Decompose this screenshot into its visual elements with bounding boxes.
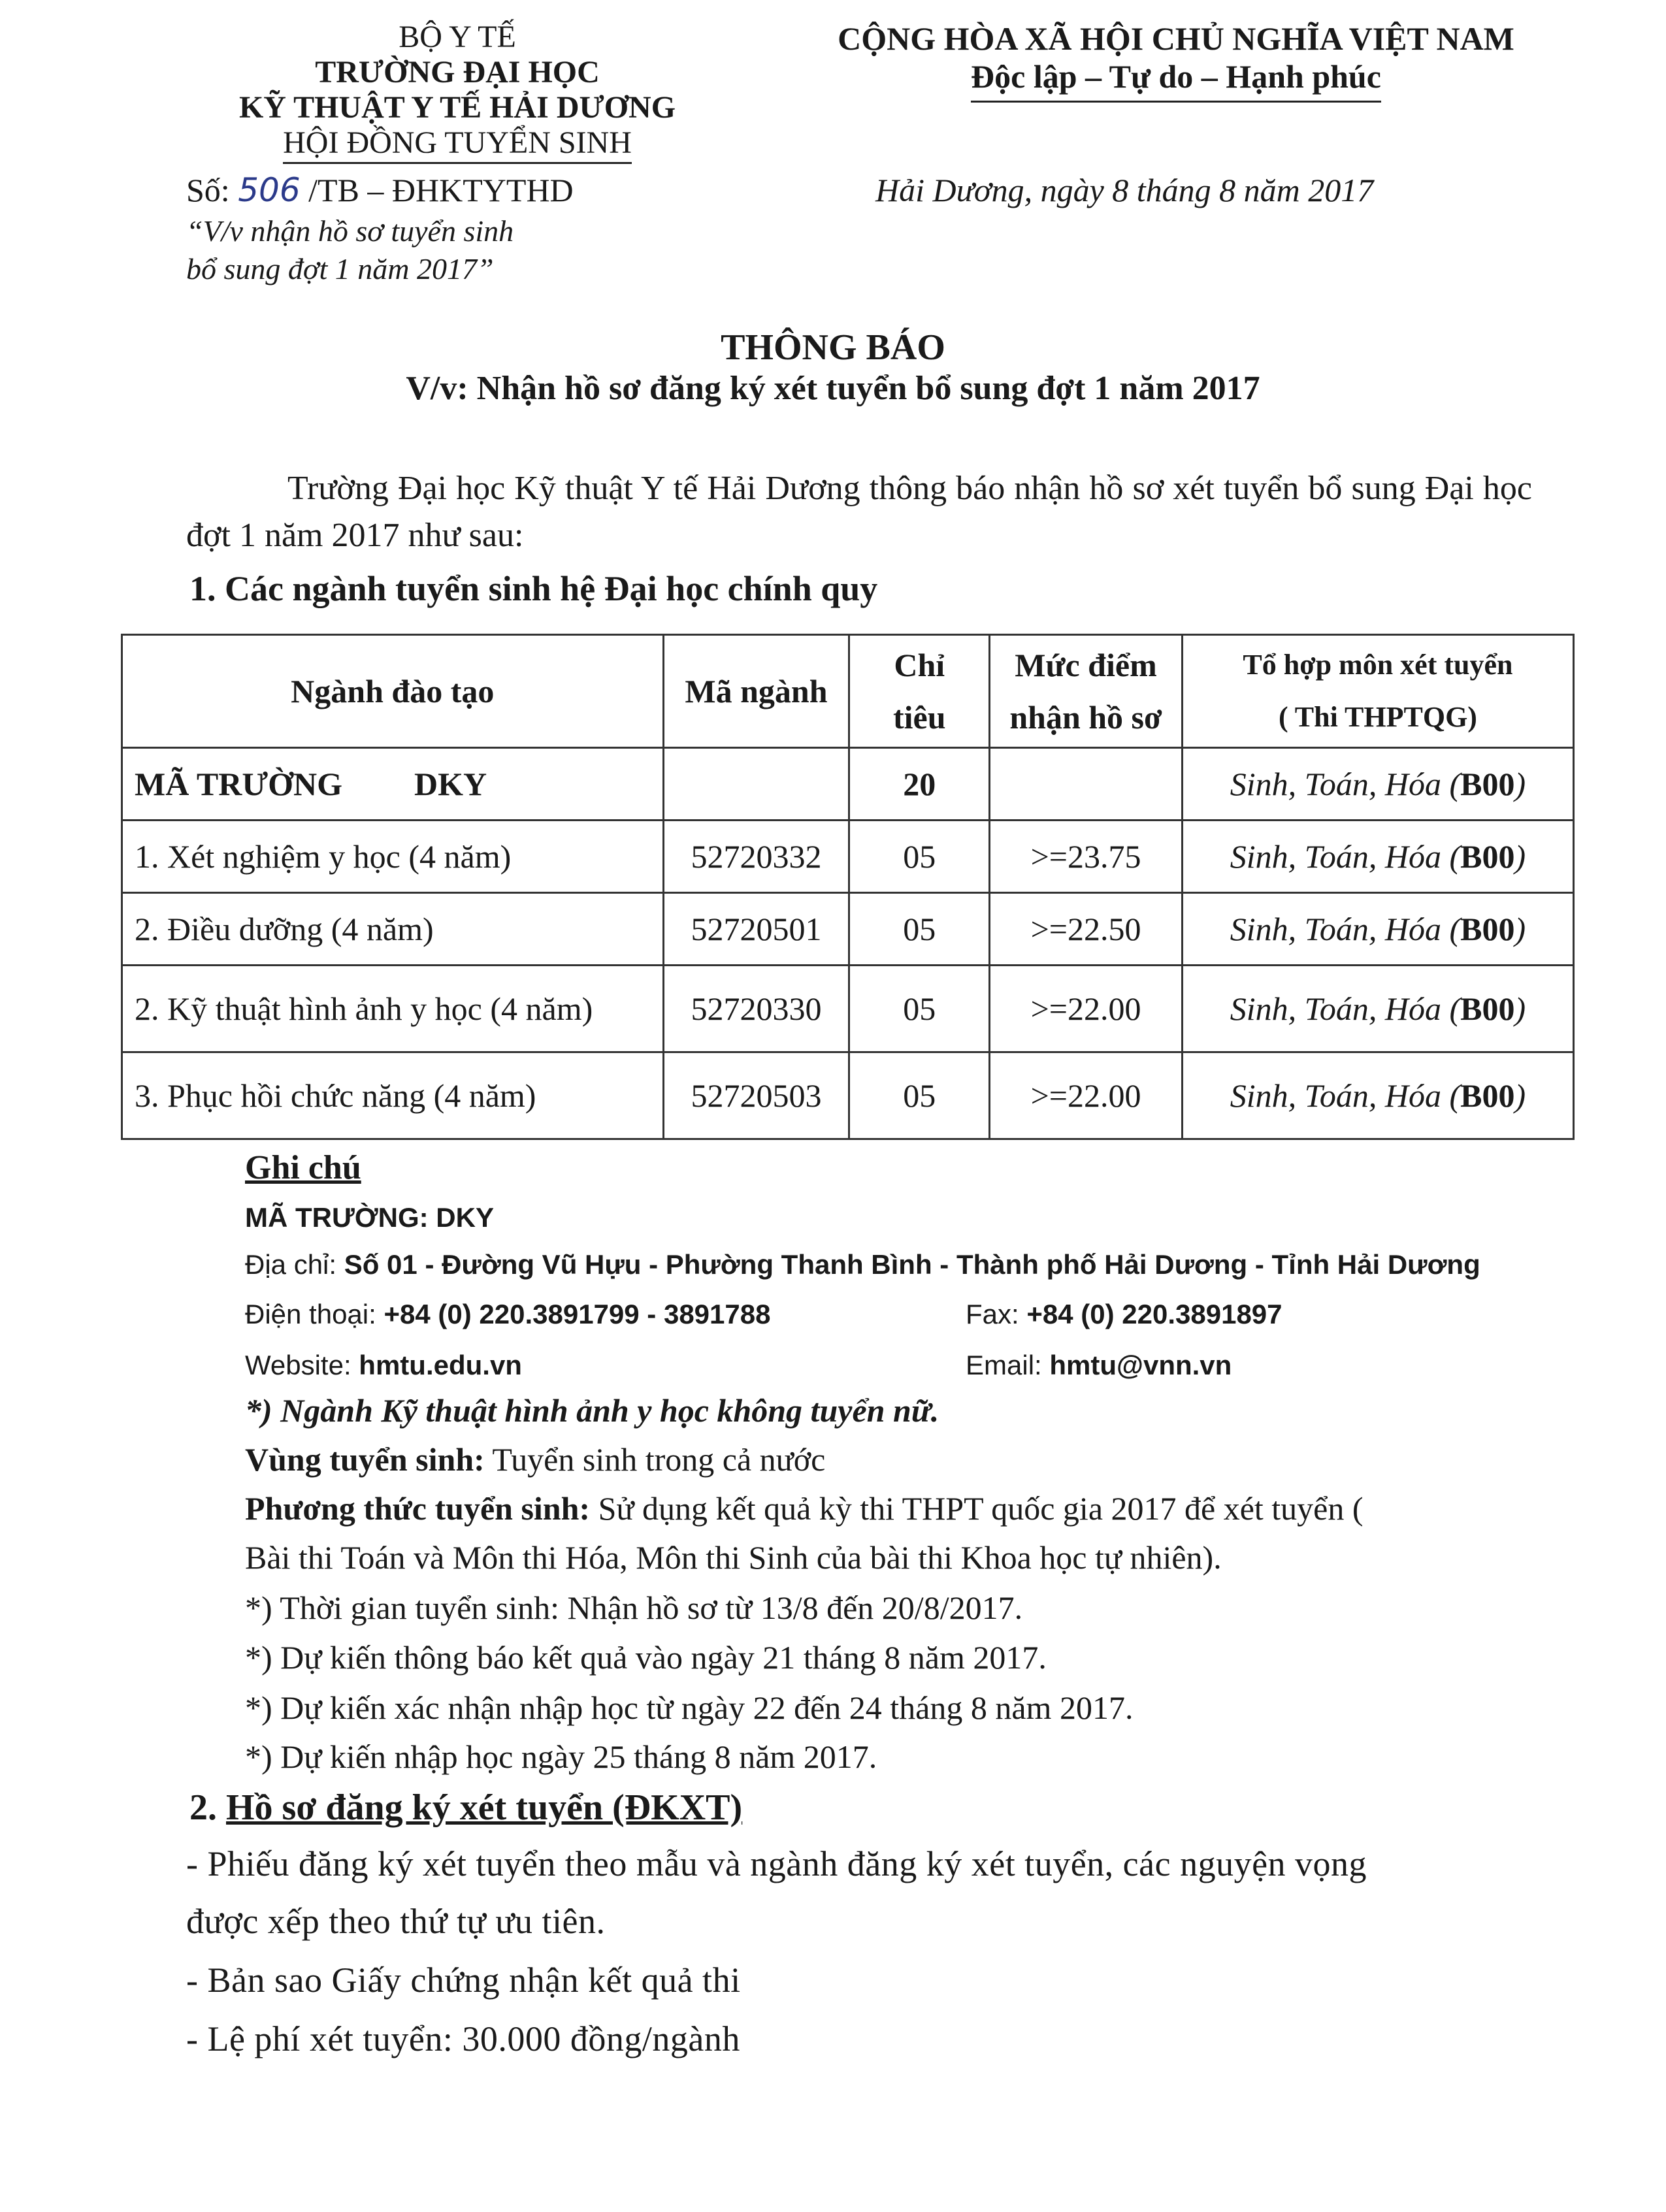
notes-fax [966, 1299, 1282, 1330]
ministry-name: BỘ Y TẾ [399, 20, 516, 54]
doc-number-handwritten: 506 [238, 171, 301, 209]
table-row [122, 966, 1574, 1052]
program-combo: Sinh, Toán, Hóa (B00) [1182, 966, 1573, 1052]
website-label: Website: [245, 1350, 359, 1380]
program-name: 1. Xét nghiệm y học (4 năm) [122, 821, 664, 893]
region-value: Tuyển sinh trong cả nước [484, 1441, 826, 1478]
doc-number-prefix: Số: [186, 172, 238, 208]
address-value: Số 01 - Đường Vũ Hựu - Phường Thanh Bình - Thành phố Hải Dương - Tỉnh Hải Dương [344, 1249, 1480, 1280]
timeline-item: *) Dự kiến xác nhận nhập học từ ngày 22 đến 24 tháng 8 năm 2017. [245, 1689, 1134, 1726]
document-item-cont: được xếp theo thứ tự ưu tiên. [186, 1902, 606, 1941]
notes-phone [245, 1299, 770, 1330]
fax-label: Fax: [966, 1299, 1027, 1329]
header-combo: Tổ hợp môn xét tuyển ( Thi THPTQG) [1182, 635, 1573, 748]
remark-no-female: *) Ngành Kỹ thuật hình ảnh y học không tuyển nữ. [245, 1392, 939, 1429]
program-combo: Sinh, Toán, Hóa (B00) [1182, 893, 1573, 966]
school-code-cell: MÃ TRƯỜNG DKY [122, 748, 664, 821]
school-code-empty [663, 748, 849, 821]
programs-table [121, 634, 1575, 1140]
notice-title: THÔNG BÁO [721, 327, 945, 368]
school-combo: Sinh, Toán, Hóa (B00) [1182, 748, 1573, 821]
table-row-school [122, 748, 1574, 821]
document-item: - Phiếu đăng ký xét tuyển theo mẫu và ngành đăng ký xét tuyển, các nguyện vọng [186, 1844, 1367, 1883]
notice-subtitle: V/v: Nhận hồ sơ đăng ký xét tuyển bổ sung đợt 1 năm 2017 [406, 370, 1260, 407]
timeline-item: *) Thời gian tuyển sinh: Nhận hồ sơ từ 13/8 đến 20/8/2017. [245, 1589, 1023, 1626]
program-combo: Sinh, Toán, Hóa (B00) [1182, 821, 1573, 893]
method-label: Phương thức tuyển sinh: [245, 1490, 591, 1527]
doc-number-suffix: /TB – ĐHKTYTHD [300, 172, 574, 208]
admission-method [245, 1489, 1364, 1527]
notes-website [245, 1350, 522, 1381]
program-quota: 05 [849, 1052, 990, 1139]
table-row [122, 821, 1574, 893]
method-value-line2: Bài thi Toán và Môn thi Hóa, Môn thi Sinh của bài thi Khoa học tự nhiên). [245, 1539, 1222, 1576]
section2-heading [189, 1787, 742, 1829]
address-label: Địa chỉ: [245, 1249, 344, 1280]
table-header-row [122, 635, 1574, 748]
header-left [163, 20, 751, 164]
header-code: Mã ngành [663, 635, 849, 748]
university-name-line2: KỸ THUẬT Y TẾ HẢI DƯƠNG [238, 90, 676, 125]
header-program: Ngành đào tạo [122, 635, 664, 748]
program-name: 2. Kỹ thuật hình ảnh y học (4 năm) [122, 966, 664, 1052]
admission-council-label: HỘI ĐỒNG TUYỂN SINH [283, 125, 632, 164]
subject-line2: bổ sung đợt 1 năm 2017” [186, 252, 494, 285]
issue-date: Hải Dương, ngày 8 tháng 8 năm 2017 [875, 172, 1374, 208]
program-quota: 05 [849, 893, 990, 966]
phone-label: Điện thoại: [245, 1299, 384, 1329]
nation-title: CỘNG HÒA XÃ HỘI CHỦ NGHĨA VIỆT NAM [838, 20, 1514, 57]
website-value: hmtu.edu.vn [359, 1350, 522, 1380]
document-subject [186, 212, 514, 288]
program-combo: Sinh, Toán, Hóa (B00) [1182, 1052, 1573, 1139]
method-value-line1: Sử dụng kết quả kỳ thi THPT quốc gia 2017 để xét tuyển ( [590, 1490, 1364, 1527]
phone-value: +84 (0) 220.3891799 - 3891788 [384, 1299, 771, 1329]
email-value: hmtu@vnn.vn [1049, 1350, 1232, 1380]
timeline-item: *) Dự kiến thông báo kết quả vào ngày 21 tháng 8 năm 2017. [245, 1639, 1047, 1676]
admission-council [163, 125, 751, 164]
program-score: >=22.00 [990, 966, 1183, 1052]
school-score-empty [990, 748, 1183, 821]
motto-wrap [751, 57, 1601, 103]
program-name: 3. Phục hồi chức năng (4 năm) [122, 1052, 664, 1139]
school-quota: 20 [849, 748, 990, 821]
section2-title: Hồ sơ đăng ký xét tuyển (ĐKXT) [226, 1787, 743, 1828]
notes-school-code: MÃ TRƯỜNG: DKY [245, 1202, 494, 1233]
section1-heading: 1. Các ngành tuyển sinh hệ Đại học chính quy [189, 569, 878, 608]
national-motto: Độc lập – Tự do – Hạnh phúc [971, 57, 1381, 103]
program-score: >=22.50 [990, 893, 1183, 966]
document-item: - Bản sao Giấy chứng nhận kết quả thi [186, 1960, 741, 2000]
program-score: >=23.75 [990, 821, 1183, 893]
program-code: 52720332 [663, 821, 849, 893]
email-label: Email: [966, 1350, 1050, 1380]
document-item: - Lệ phí xét tuyển: 30.000 đồng/ngành [186, 2019, 740, 2058]
program-quota: 05 [849, 966, 990, 1052]
program-code: 52720501 [663, 893, 849, 966]
program-code: 52720503 [663, 1052, 849, 1139]
program-quota: 05 [849, 821, 990, 893]
section2-number: 2. [189, 1787, 226, 1828]
notes-address [245, 1249, 1480, 1280]
fax-value: +84 (0) 220.3891897 [1026, 1299, 1282, 1329]
program-score: >=22.00 [990, 1052, 1183, 1139]
table-row [122, 893, 1574, 966]
document-number [186, 171, 574, 209]
header-quota: Chỉ tiêu [849, 635, 990, 748]
timeline-item: *) Dự kiến nhập học ngày 25 tháng 8 năm 2017. [245, 1738, 877, 1775]
header-score: Mức điểm nhận hồ sơ [990, 635, 1183, 748]
program-name: 2. Điều dưỡng (4 năm) [122, 893, 664, 966]
subject-line1: “V/v nhận hồ sơ tuyển sinh [186, 214, 514, 248]
table-row [122, 1052, 1574, 1139]
notes-heading: Ghi chú [245, 1149, 361, 1186]
admission-region [245, 1440, 825, 1478]
university-name-line1: TRƯỜNG ĐẠI HỌC [315, 55, 600, 89]
program-code: 52720330 [663, 966, 849, 1052]
intro-paragraph: Trường Đại học Kỹ thuật Y tế Hải Dương thông báo nhận hồ sơ xét tuyển bổ sung Đại học đợt 1 năm 2017 như sau: [186, 470, 1532, 554]
region-label: Vùng tuyển sinh: [245, 1441, 485, 1478]
header-right [751, 20, 1601, 103]
notes-email [966, 1350, 1232, 1381]
